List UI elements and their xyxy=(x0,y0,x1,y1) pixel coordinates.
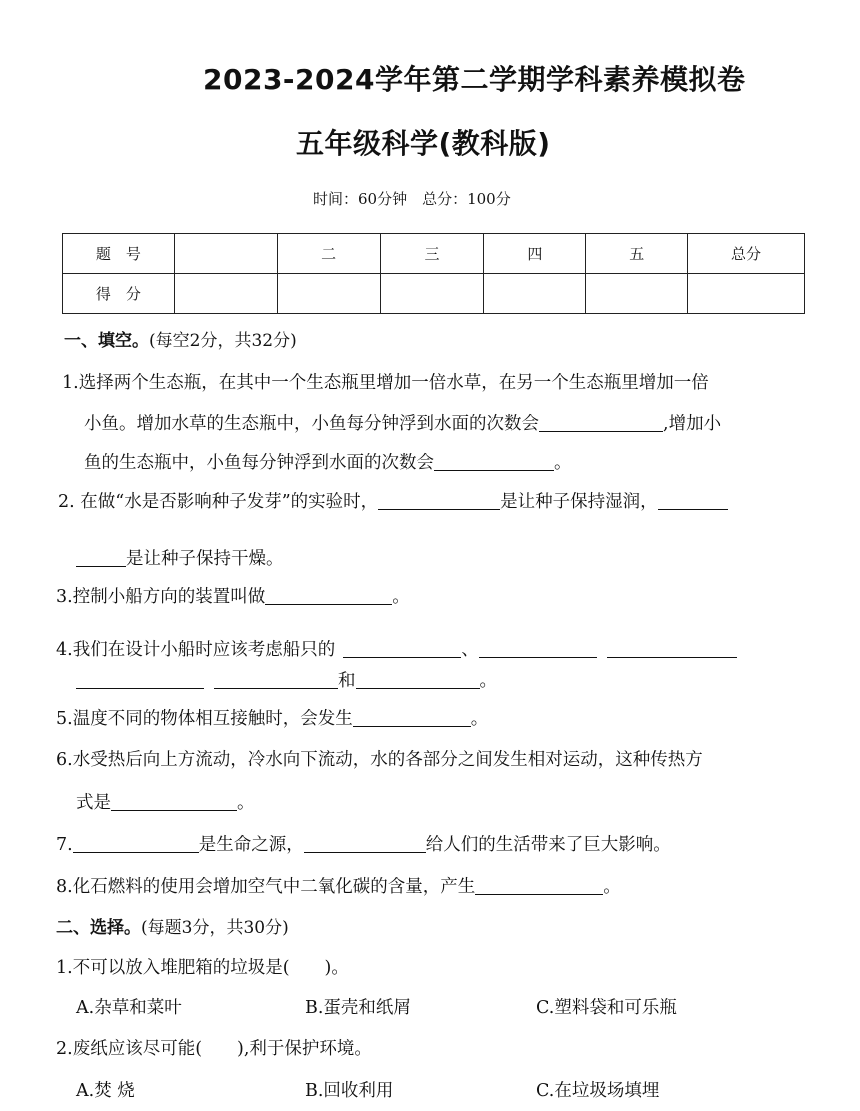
score-cell: 四 xyxy=(484,234,586,274)
mc2-option-b[interactable]: B.回收利用 xyxy=(305,1081,394,1101)
q2-line2 xyxy=(76,545,284,570)
answer-blank[interactable] xyxy=(658,491,728,510)
score-cell xyxy=(174,274,277,314)
answer-blank[interactable] xyxy=(76,548,126,567)
q5 xyxy=(56,705,488,730)
answer-blank[interactable] xyxy=(265,586,392,605)
score-cell xyxy=(380,274,484,314)
q1-line3 xyxy=(84,449,572,474)
mc1-option-c[interactable]: C.塑料袋和可乐瓶 xyxy=(536,998,677,1018)
score-cell xyxy=(277,274,380,314)
q8-text: 8.化石燃料的使用会增加空气中二氧化碳的含量，产生 xyxy=(56,877,476,897)
q3 xyxy=(56,583,410,608)
q4-line1 xyxy=(56,636,737,661)
score-cell xyxy=(174,234,277,274)
mc1-option-a[interactable]: A.杂草和菜叶 xyxy=(76,998,182,1018)
q5-text: 5.温度不同的物体相互接触时，会发生 xyxy=(56,709,353,729)
score-cell: 二 xyxy=(277,234,380,274)
mc2-option-a[interactable]: A.焚 烧 xyxy=(76,1081,135,1101)
q4-text: 和 xyxy=(338,671,356,691)
answer-blank[interactable] xyxy=(356,670,480,689)
q1-text: 。 xyxy=(554,453,572,473)
section-title: 一、填空。 xyxy=(64,331,149,351)
mc2-option-c[interactable]: C.在垃圾场填埋 xyxy=(536,1081,660,1101)
q1-line1: 1.选择两个生态瓶，在其中一个生态瓶里增加一倍水草，在另一个生态瓶里增加一倍 xyxy=(62,373,709,393)
answer-blank[interactable] xyxy=(479,639,597,658)
answer-blank[interactable] xyxy=(343,639,461,658)
q3-text: 3.控制小船方向的装置叫做 xyxy=(56,587,266,607)
score-cell xyxy=(484,274,586,314)
answer-blank[interactable] xyxy=(76,670,204,689)
section-note: (每题3分，共30分) xyxy=(141,918,289,938)
score-cell: 得 分 xyxy=(63,274,175,314)
answer-blank[interactable] xyxy=(353,708,471,727)
q7-text: 给人们的生活带来了巨大影响。 xyxy=(425,835,671,855)
q4-line2 xyxy=(76,667,497,692)
q2-line1 xyxy=(58,488,728,513)
q8-text: 。 xyxy=(603,877,621,897)
score-table xyxy=(62,233,805,314)
q4-text: 。 xyxy=(479,671,497,691)
score-table-header-row xyxy=(63,234,805,274)
score-cell xyxy=(586,274,688,314)
q5-text: 。 xyxy=(470,709,489,729)
q3-text: 。 xyxy=(392,587,410,607)
q2-text: 是让种子保持干燥。 xyxy=(126,549,284,569)
q1-text: ,增加小 xyxy=(663,414,722,434)
score-cell: 五 xyxy=(586,234,688,274)
q7-number: 7. xyxy=(56,835,73,855)
answer-blank[interactable] xyxy=(607,639,737,658)
mc1-option-b[interactable]: B.蛋壳和纸屑 xyxy=(305,998,411,1018)
q2-text: 2. 在做“水是否影响种子发芽”的实验时， xyxy=(58,492,379,512)
q8 xyxy=(56,873,621,898)
answer-blank[interactable] xyxy=(475,876,603,895)
exam-meta: 时间：60分钟 总分：100分 xyxy=(313,190,511,208)
section-title: 二、选择。 xyxy=(56,918,141,938)
q4-text: 4.我们在设计小船时应该考虑船只的 xyxy=(56,640,336,660)
score-table-score-row xyxy=(63,274,805,314)
mc2-stem: 2.废纸应该尽可能( ),利于保护环境。 xyxy=(56,1039,372,1059)
exam-subtitle: 五年级科学(教科版) xyxy=(296,127,551,160)
exam-title: 2023-2024学年第二学期学科素养模拟卷 xyxy=(203,63,746,96)
q6-text: 。 xyxy=(237,793,255,813)
answer-blank[interactable] xyxy=(73,834,199,853)
score-cell: 总分 xyxy=(688,234,805,274)
score-cell: 三 xyxy=(380,234,484,274)
score-cell: 题 号 xyxy=(63,234,175,274)
q1-text: 鱼的生态瓶中，小鱼每分钟浮到水面的次数会 xyxy=(84,453,434,473)
answer-blank[interactable] xyxy=(434,452,554,471)
q6-line2 xyxy=(76,789,255,814)
section-note: (每空2分，共32分) xyxy=(149,331,297,351)
answer-blank[interactable] xyxy=(539,413,663,432)
q1-text: 小鱼。增加水草的生态瓶中，小鱼每分钟浮到水面的次数会 xyxy=(84,414,539,434)
q4-separator: 、 xyxy=(461,640,479,660)
answer-blank[interactable] xyxy=(304,834,426,853)
answer-blank[interactable] xyxy=(378,491,500,510)
score-cell xyxy=(688,274,805,314)
mc1-stem: 1.不可以放入堆肥箱的垃圾是( )。 xyxy=(56,958,349,978)
q7 xyxy=(56,831,671,856)
section-fill-blank-heading xyxy=(64,326,297,351)
q6-line1: 6.水受热后向上方流动，冷水向下流动，水的各部分之间发生相对运动，这种传热方 xyxy=(56,750,703,770)
answer-blank[interactable] xyxy=(111,792,237,811)
q7-text: 是生命之源， xyxy=(198,835,304,855)
q1-line2 xyxy=(84,410,721,435)
section-multiple-choice-heading xyxy=(56,913,289,938)
answer-blank[interactable] xyxy=(214,670,338,689)
q6-text: 式是 xyxy=(76,793,111,813)
q2-text: 是让种子保持湿润， xyxy=(500,492,658,512)
